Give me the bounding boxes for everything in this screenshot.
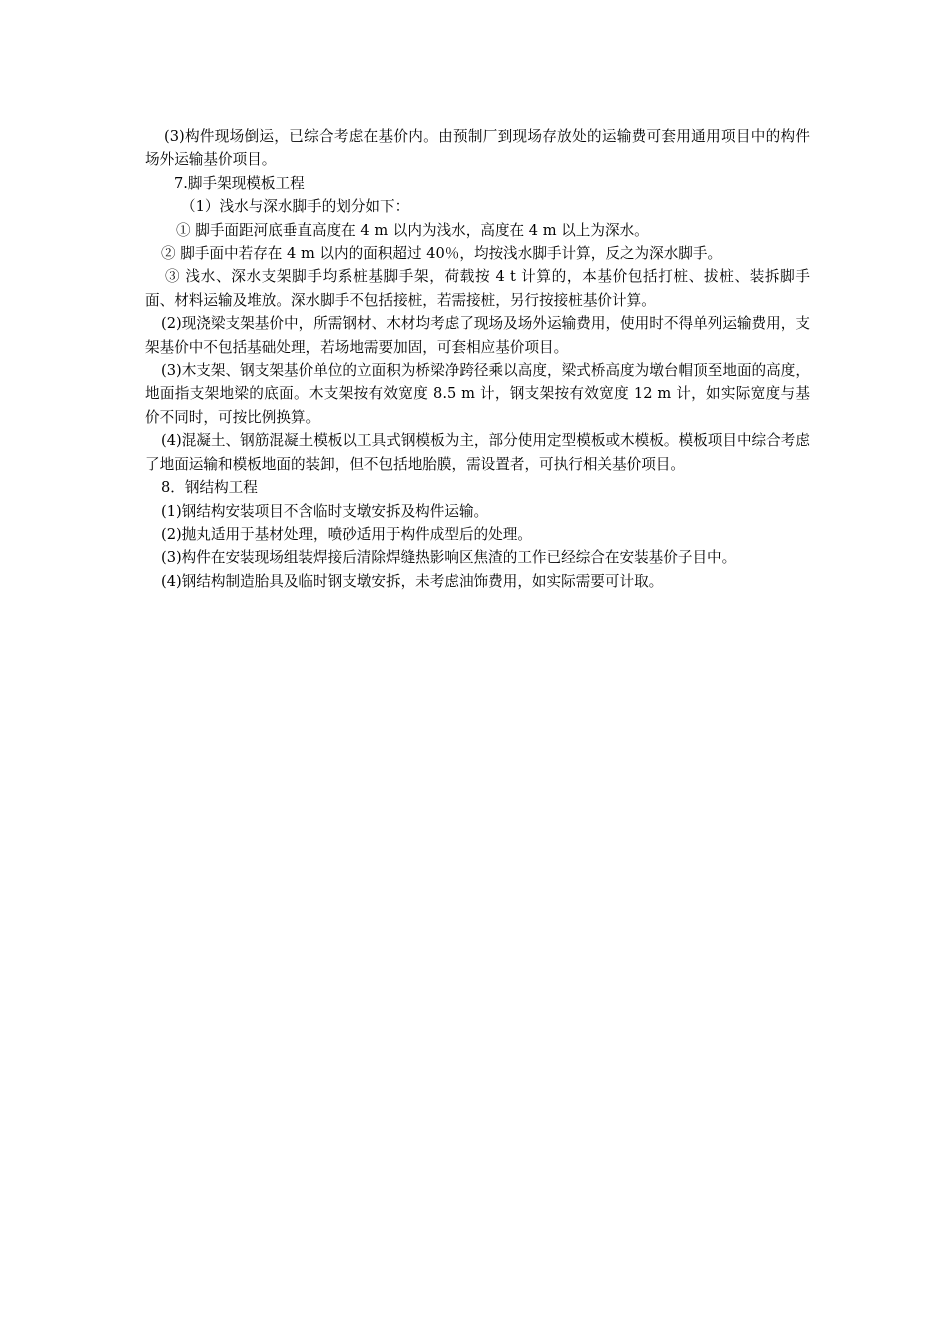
document-body <box>145 125 810 593</box>
paragraph-support-area: (3)木支架、钢支架基价单位的立面积为桥梁净跨径乘以高度，梁式桥高度为墩台帽顶至地面的高度，地面指支架地梁的底面。木支架按有效宽度 8.5 m 计，钢支架按有效宽度 12 m 计，如实际宽度与基价不同时，可按比例换算。 <box>145 362 810 426</box>
paragraph-water-depth-division: （1）浅水与深水脚手的划分如下： <box>181 198 410 216</box>
paragraph-weld-cleaning: (3)构件在安装现场组装焊接后清除焊缝热影响区焦渣的工作已经综合在安装基价子目中。 <box>161 549 737 567</box>
list-item-pile-scaffold: ③ 浅水、深水支架脚手均系桩基脚手架，荷载按 4 t 计算的，本基价包括打桩、拔桩、装拆脚手面、材料运输及堆放。深水脚手不包括接桩，若需接桩，另行按接桩基价计算。 <box>145 268 810 309</box>
section-heading-scaffold-formwork: 7.脚手架现模板工程 <box>174 174 305 192</box>
list-item-area-rule: ② 脚手面中若存在 4 m 以内的面积超过 40％，均按浅水脚手计算，反之为深水脚手。 <box>161 245 723 263</box>
paragraph-component-transport: (3)构件现场倒运，已综合考虑在基价内。由预制厂到现场存放处的运输费可套用通用项目中的构件场外运输基价项目。 <box>145 128 810 169</box>
section-heading-steel-structure: 8．钢结构工程 <box>161 479 258 497</box>
list-item-shallow-deep-definition: ① 脚手面距河底垂直高度在 4 m 以内为浅水，高度在 4 m 以上为深水。 <box>176 221 649 239</box>
paragraph-fabrication-jig: (4)钢结构制造胎具及临时钢支墩安拆，未考虑油饰费用，如实际需要可计取。 <box>161 572 664 590</box>
paragraph-shot-blasting: (2)抛丸适用于基材处理，喷砂适用于构件成型后的处理。 <box>161 525 532 543</box>
paragraph-steel-install: (1)钢结构安装项目不含临时支墩安拆及构件运输。 <box>161 502 489 520</box>
paragraph-cast-beam-support: (2)现浇梁支架基价中，所需钢材、木材均考虑了现场及场外运输费用，使用时不得单列运输费用，支架基价中不包括基础处理，若场地需要加固，可套相应基价项目。 <box>145 315 810 356</box>
paragraph-formwork: (4)混凝土、钢筋混凝土模板以工具式钢模板为主，部分使用定型模板或木模板。模板项目中综合考虑了地面运输和模板地面的装卸，但不包括地胎膜，需设置者，可执行相关基价项目。 <box>145 432 810 473</box>
